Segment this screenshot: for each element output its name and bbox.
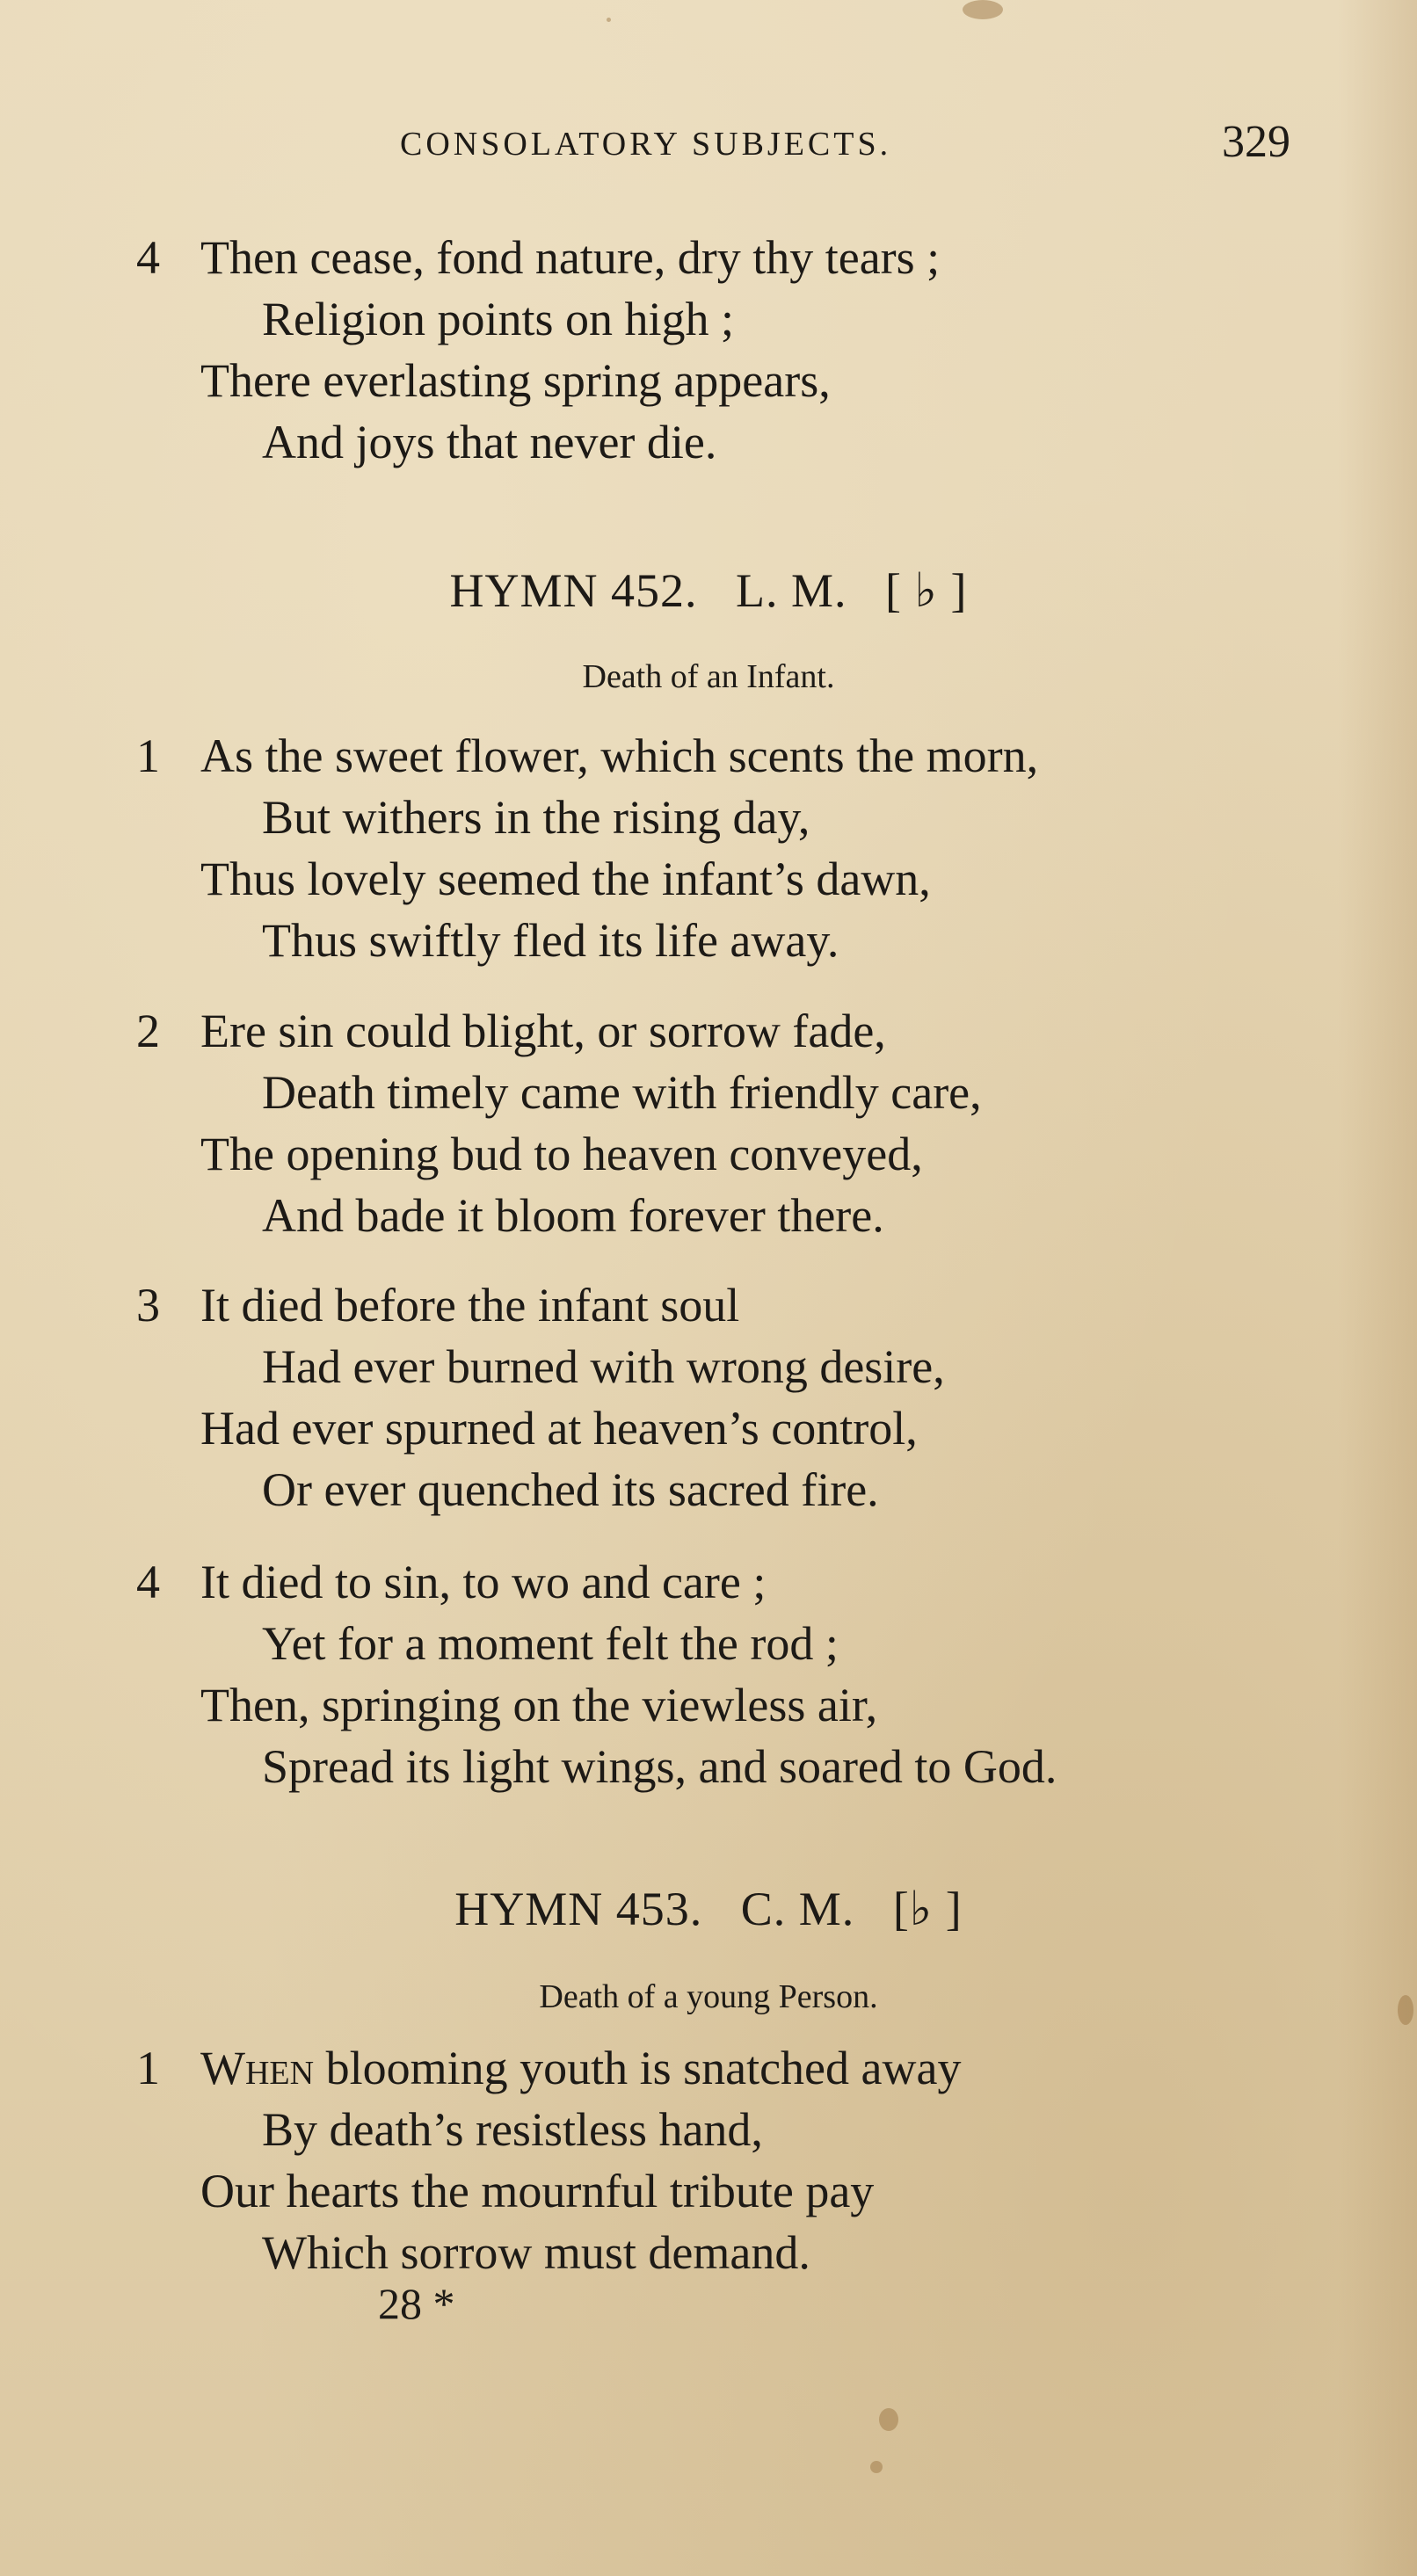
verse-line: There everlasting spring appears, bbox=[200, 354, 831, 407]
stanza-number: 1 bbox=[136, 2042, 160, 2094]
hymn-number: HYMN 452. bbox=[449, 564, 698, 617]
hymn-453-subtitle: Death of a young Person. bbox=[539, 1978, 878, 2015]
paper-fleck bbox=[963, 0, 1003, 19]
hymn-number: HYMN 453. bbox=[454, 1883, 703, 1935]
verse-line: Then, springing on the viewless air, bbox=[200, 1679, 878, 1731]
verse-line: Which sorrow must demand. bbox=[262, 2226, 810, 2279]
verse-line: Yet for a moment felt the rod ; bbox=[262, 1617, 839, 1670]
stanza-number: 4 bbox=[136, 231, 160, 284]
verse-line: The opening bud to heaven conveyed, bbox=[200, 1128, 923, 1180]
paper-fleck bbox=[870, 2461, 883, 2473]
running-head-title: CONSOLATORY SUBJECTS. bbox=[400, 126, 892, 163]
hymn-452-stanza-3 bbox=[0, 1274, 1417, 1520]
verse-line: Then cease, fond nature, dry thy tears ; bbox=[200, 231, 941, 284]
hymn-453-heading bbox=[0, 1881, 1417, 1936]
verse-line: But withers in the rising day, bbox=[262, 791, 810, 844]
signature-mark: 28 * bbox=[378, 2279, 455, 2328]
verse-line: And bade it bloom forever there. bbox=[262, 1189, 884, 1242]
verse-line-first bbox=[200, 2037, 961, 2099]
hymn-452-stanza-4 bbox=[0, 1551, 1417, 1797]
hymn-meter: L. M. bbox=[736, 564, 847, 617]
verse-line: Thus swiftly fled its life away. bbox=[262, 914, 839, 967]
hymn-key: [♭ ] bbox=[892, 1883, 963, 1935]
verse-line: And joys that never die. bbox=[262, 416, 717, 468]
stanza-number: 1 bbox=[136, 729, 160, 782]
first-line-rest: blooming youth is snatched away bbox=[314, 2042, 962, 2094]
verse-line: It died before the infant soul bbox=[200, 1279, 740, 1332]
verse-line: Or ever quenched its sacred fire. bbox=[262, 1463, 879, 1516]
stanza-number: 2 bbox=[136, 1005, 160, 1057]
hymn-452-heading bbox=[0, 562, 1417, 618]
verse-line: Ere sin could blight, or sorrow fade, bbox=[200, 1005, 886, 1057]
hymn-meter: C. M. bbox=[740, 1883, 855, 1935]
verse-line: It died to sin, to wo and care ; bbox=[200, 1556, 767, 1608]
paper-fleck bbox=[607, 18, 611, 22]
verse-line: Death timely came with friendly care, bbox=[262, 1066, 982, 1119]
verse-line: Had ever spurned at heaven’s control, bbox=[200, 1402, 918, 1455]
verse-line: Religion points on high ; bbox=[262, 293, 735, 345]
verse-line: Our hearts the mournful tribute pay bbox=[200, 2165, 875, 2217]
hymn-452-stanza-1 bbox=[0, 725, 1417, 971]
page-number: 329 bbox=[1222, 117, 1290, 167]
stanza-number: 3 bbox=[136, 1279, 160, 1332]
stanza-number: 4 bbox=[136, 1556, 160, 1608]
verse-line: Thus lovely seemed the infant’s dawn, bbox=[200, 853, 931, 905]
hymn-key: [ ♭ ] bbox=[885, 564, 968, 617]
verse-line: By death’s resistless hand, bbox=[262, 2103, 763, 2156]
verse-line: As the sweet flower, which scents the morn, bbox=[200, 729, 1039, 782]
stanza-continued-4 bbox=[0, 227, 1417, 473]
hymn-452-subtitle: Death of an Infant. bbox=[582, 658, 835, 695]
hymn-453-stanza-1 bbox=[0, 2037, 1417, 2283]
paper-fleck bbox=[879, 2408, 898, 2431]
hymn-452-stanza-2 bbox=[0, 1000, 1417, 1246]
drop-word: When bbox=[200, 2042, 315, 2094]
verse-line: Spread its light wings, and soared to God. bbox=[262, 1740, 1057, 1793]
verse-line: Had ever burned with wrong desire, bbox=[262, 1340, 945, 1393]
running-header bbox=[0, 117, 1417, 174]
